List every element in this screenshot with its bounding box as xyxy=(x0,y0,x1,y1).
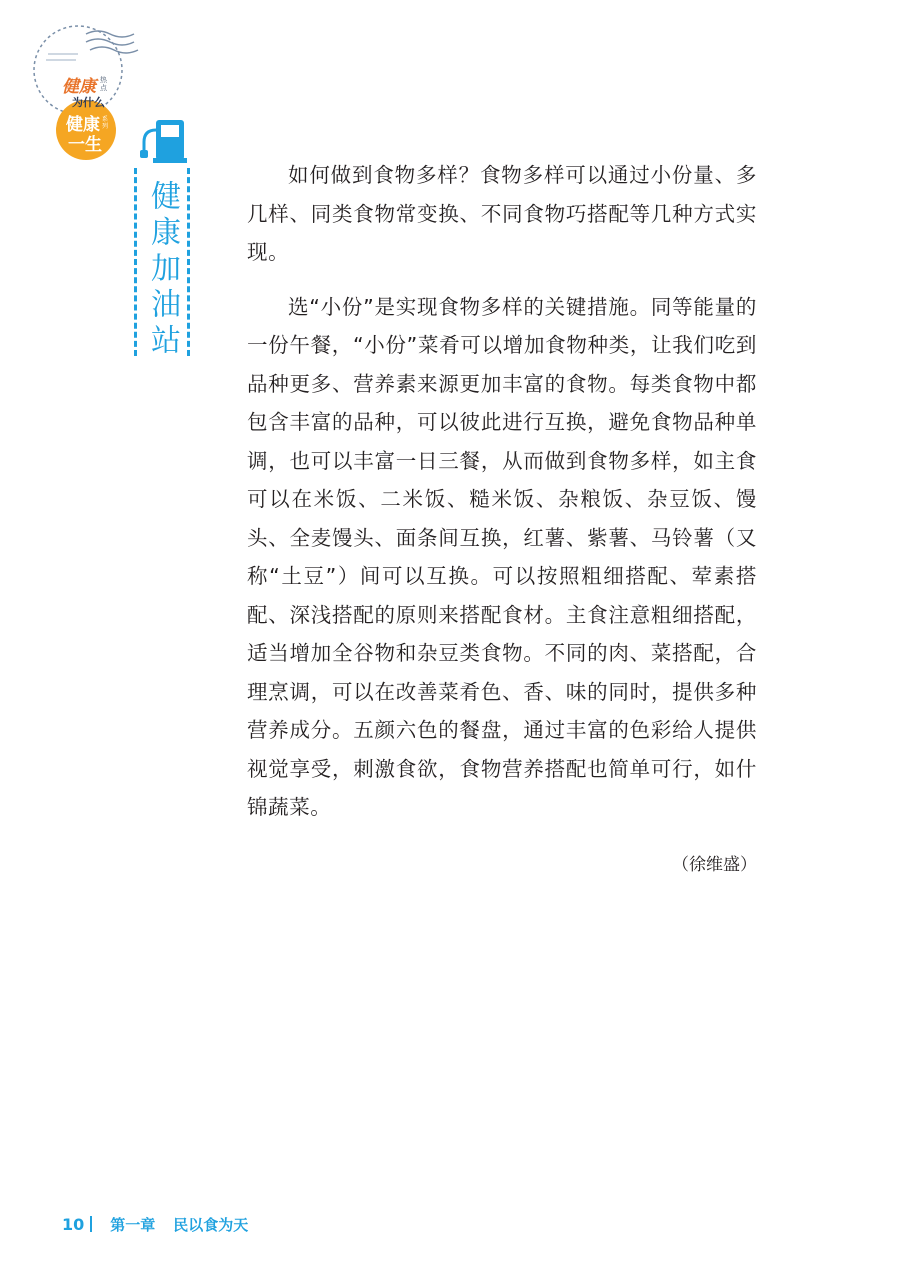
series-logo xyxy=(16,12,146,162)
fuel-pump-icon xyxy=(138,118,188,164)
sidebar-title: 健康加油站 xyxy=(145,180,180,360)
logo-badge-line2: 一生 xyxy=(68,135,102,155)
page-number: 10 xyxy=(62,1214,85,1234)
paragraph-2: 选“小份”是实现食物多样的关键措施。同等能量的一份午餐，“小份”菜肴可以增加食物种类，让我们吃到品种更多、营养素来源更加丰富的食物。每类食物中都包含丰富的品种，可以彼此进行互换，避免食物品种单调，也可以丰富一日三餐，从而做到食物多样，如主食可以在米饭、二米饭、糙米饭、杂粮饭、杂豆饭、馒头、全麦馒头、面条间互换，红薯、紫薯、马铃薯（又称“土豆”）间可以互换。可以按照粗细搭配、荤素搭配、深浅搭配的原则来搭配食材。主食注意粗细搭配，适当增加全谷物和杂豆类食物。不同的肉、菜搭配，合理烹调，可以在改善菜肴色、香、味的同时，提供多种营养成分。五颜六色的餐盘，通过丰富的色彩给人提供视觉享受，刺激食欲，食物营养搭配也简单可行，如什锦蔬菜。 xyxy=(247,294,757,819)
logo-badge-small: 系列 xyxy=(102,116,109,130)
health-station-sidebar xyxy=(128,118,198,368)
chapter-label: 第一章 xyxy=(110,1215,156,1234)
logo-badge-line1: 健康 xyxy=(66,115,100,135)
chapter-title: 民以食为天 xyxy=(173,1215,249,1234)
paragraph-1: 如何做到食物多样？食物多样可以通过小份量、多几样、同类食物常变换、不同食物巧搭配等几种方式实现。 xyxy=(247,163,757,264)
logo-health-text: 健康 xyxy=(62,77,96,97)
logo-why-text: 为什么 xyxy=(72,96,105,109)
author-credit: （徐维盛） xyxy=(672,855,757,875)
logo-hot-text: 热点 xyxy=(100,76,107,92)
footer-divider xyxy=(90,1216,92,1232)
article-body xyxy=(247,156,757,827)
page-footer xyxy=(62,1212,248,1236)
